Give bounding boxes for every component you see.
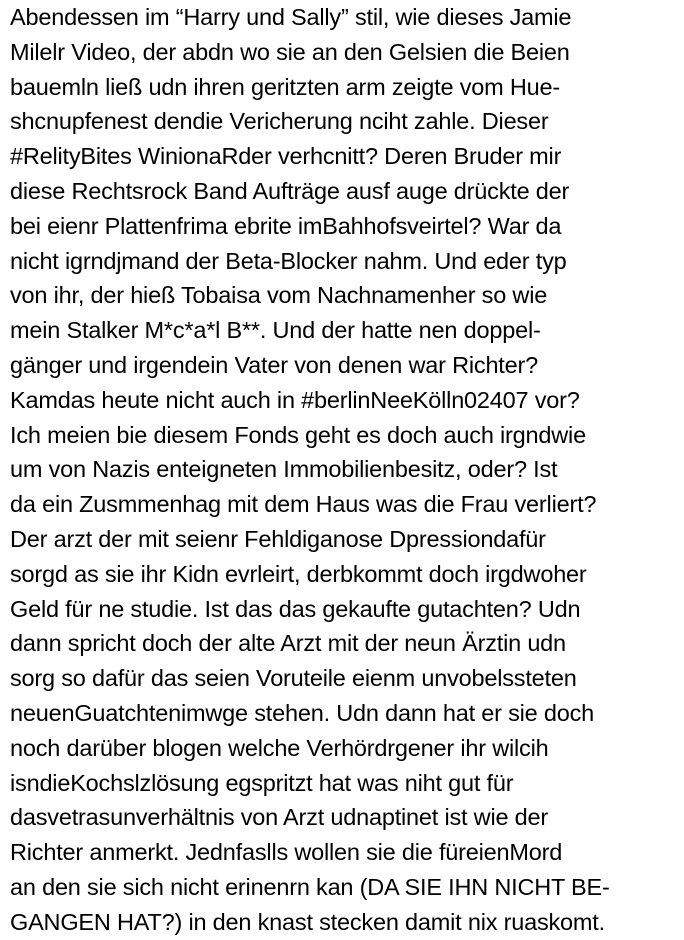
text-line-23: isndieKochslzlösung egspritzt hat was niht gut für: [10, 769, 514, 796]
text-line-20: sorg so dafür das seien Voruteile eienm unvobelssteten: [10, 665, 577, 692]
text-line-3: bauemln ließ udn ihren geritzten arm zeigte vom Hue-: [10, 73, 560, 100]
text-line-22: noch darüber blogen welche Verhördrgener ihr wilcih: [10, 734, 549, 761]
text-line-12: Kamdas heute nicht auch in #berlinNeeKölln02407 vor?: [10, 386, 580, 413]
text-line-4: shcnupfenest dendie Vericherung nciht zahle. Dieser: [10, 108, 549, 135]
text-line-9: von ihr, der hieß Tobaisa vom Nachnamenher so wie: [10, 282, 548, 309]
text-line-17: sorgd as sie ihr Kidn evrleirt, derbkommt doch irgdwoher: [10, 560, 587, 587]
text-line-6: diese Rechtsrock Band Aufträge ausf auge drückte der: [10, 177, 570, 204]
text-line-18: Geld für ne studie. Ist das das gekaufte gutachten? Udn: [10, 595, 581, 622]
text-line-21: neuenGuatchtenimwge stehen. Udn dann hat er sie doch: [10, 699, 595, 726]
text-line-1: Abendessen im “Harry und Sally” stil, wie dieses Jamie: [10, 4, 572, 30]
text-line-10: mein Stalker M*c*a*l B**. Und der hatte nen doppel-: [10, 317, 541, 344]
text-line-5: #RelityBites WinionaRder verhcnitt? Deren Bruder mir: [10, 143, 562, 170]
text-line-14: um von Nazis enteigneten Immobilienbesitz, oder? Ist: [10, 456, 558, 483]
text-line-26: an den sie sich nicht erinenrn kan (DA SIE IHN NICHT BE-: [10, 873, 610, 900]
text-line-8: nicht igrndjmand der Beta-Blocker nahm. Und eder typ: [10, 247, 567, 274]
text-line-25: Richter anmerkt. Jednfaslls wollen sie die füreienMord: [10, 839, 563, 866]
text-line-19: dann spricht doch der alte Arzt mit der neun Ärztin udn: [10, 630, 566, 657]
text-line-2: Milelr Video, der abdn wo sie an den Gelsien die Beien: [10, 38, 570, 65]
text-line-24: dasvetrasunverhältnis von Arzt udnaptinet ist wie der: [10, 804, 549, 831]
text-line-13: Ich meien bie diesem Fonds geht es doch auch irgndwie: [10, 421, 586, 448]
body-text: [10, 0, 680, 940]
text-line-11: gänger und irgendein Vater von denen war Richter?: [10, 351, 539, 378]
text-line-7: bei eienr Plattenfrima ebrite imBahhofsveirtel? War da: [10, 212, 562, 239]
text-line-27: GANGEN HAT?) in den knast stecken damit nix ruaskomt.: [10, 908, 605, 935]
text-line-16: Der arzt der mit seienr Fehldiganose Dpressiondafür: [10, 525, 546, 552]
text-line-15: da ein Zusmmenhag mit dem Haus was die Frau verliert?: [10, 491, 597, 518]
